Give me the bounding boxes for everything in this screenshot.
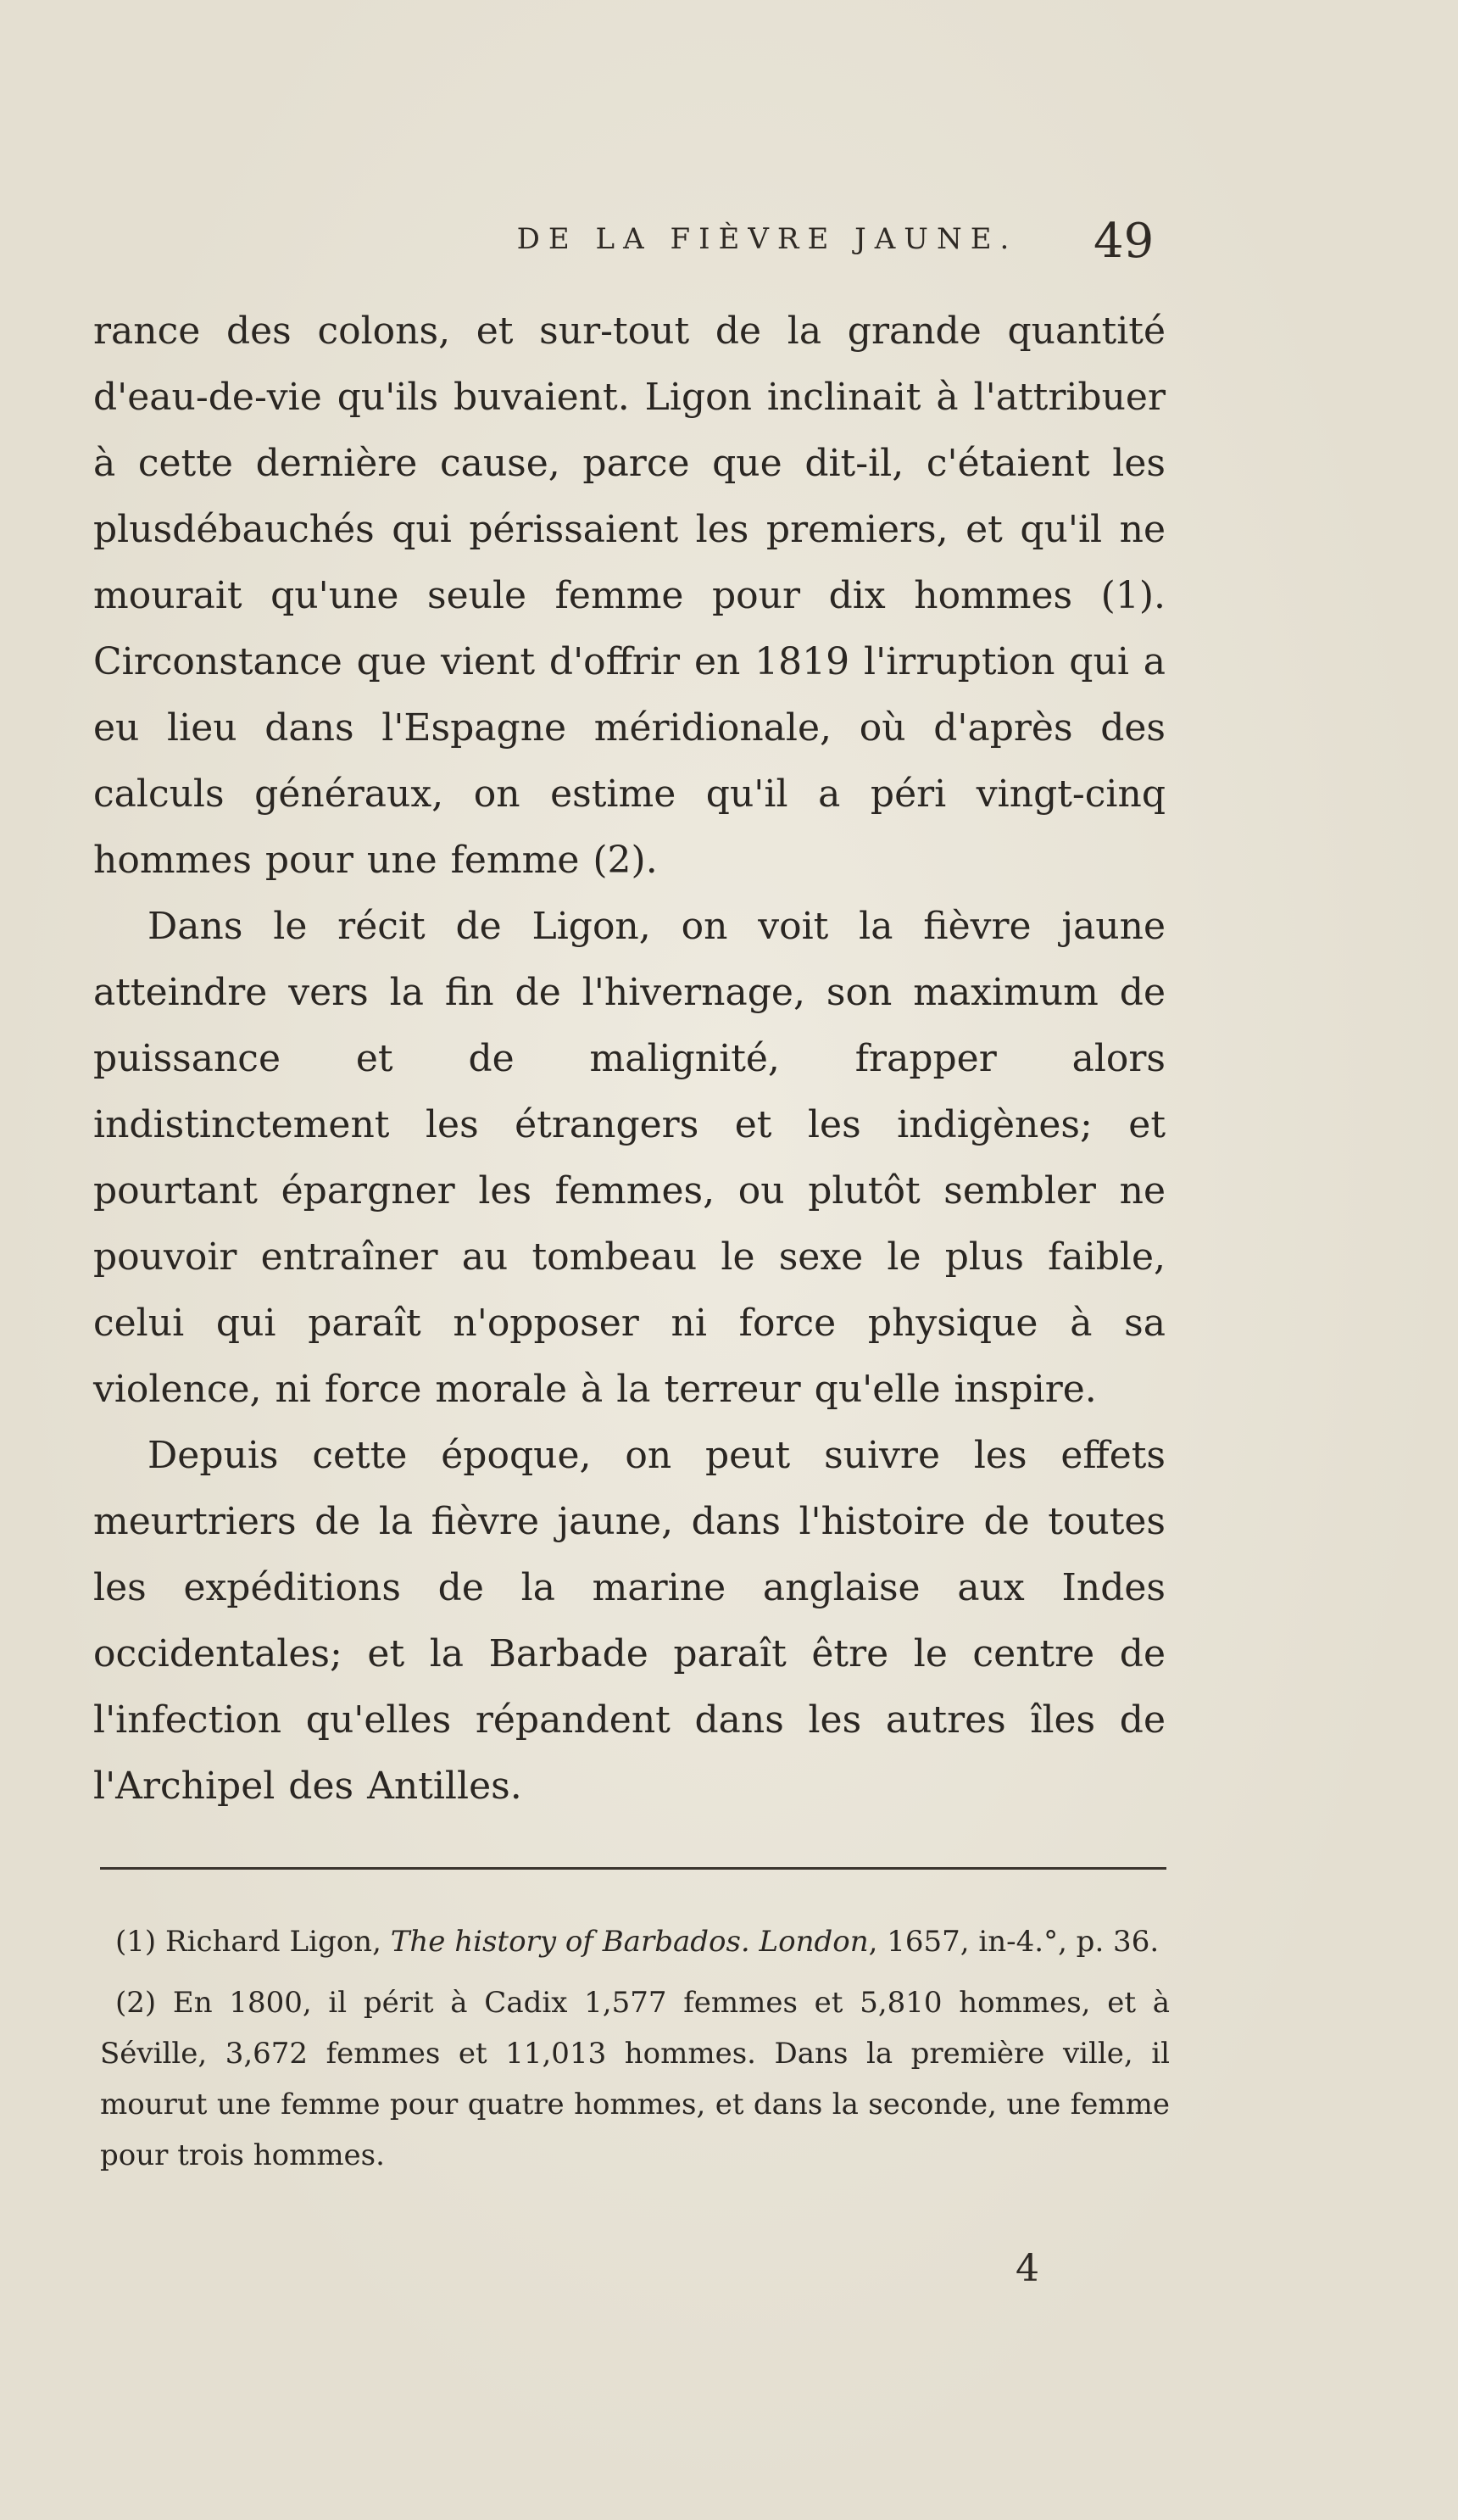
signature-mark: 4 [1016, 2247, 1039, 2290]
footnote-1-title: The history of Barbados. London [390, 1925, 869, 1959]
footnote-rule [100, 1867, 1166, 1870]
footnote-1-author: Richard Ligon, [164, 1925, 381, 1959]
running-head: DE LA FIÈVRE JAUNE. [516, 222, 1018, 256]
footnote-1 [100, 1916, 1170, 1967]
paragraph-2: Dans le récit de Ligon, on voit la fièvre jaune atteindre vers la fin de l'hivernage, son maximum de puissance et de malignité, frapper alors indistinctement les étrangers et les indigènes; et pourtant épargner les femmes, ou plutôt sembler ne pouvoir entraîner au tombeau le sexe le plus faible, celui qui paraît n'opposer ni force physique à sa violence, ni force morale à la terreur qu'elle inspire. [93, 905, 1166, 1411]
footnote-2-text: En 1800, il périt à Cadix 1,577 femmes et 5,810 hommes, et à Séville, 3,672 femmes et 11,013 hommes. Dans la première ville, il mourut une femme pour quatre hommes, et dans la seconde, une femme pour trois hommes. [100, 1986, 1170, 2172]
body-text [93, 298, 1166, 1820]
paragraph-3: Depuis cette époque, on peut suivre les effets meurtriers de la fièvre jaune, dans l'histoire de toutes les expéditions de la marine anglaise aux Indes occidentales; et la Barbade paraît être le centre de l'infection qu'elles répandent dans les autres îles de l'Archipel des Antilles. [93, 1434, 1166, 1808]
footnote-2 [100, 1977, 1170, 2181]
footnote-1-marker: (1) [115, 1925, 157, 1959]
footnotes [100, 1916, 1170, 2191]
page-number: 49 [1094, 214, 1155, 269]
paragraph-1: rance des colons, et sur-tout de la grande quantité d'eau-de-vie qu'ils buvaient. Ligon inclinait à l'attribuer à cette dernière cause, parce que dit-il, c'étaient les plusdébauchés qui périssaient les premiers, et qu'il ne mourait qu'une seule femme pour dix hommes (1). Circonstance que vient d'offrir en 1819 l'irruption qui a eu lieu dans l'Espagne méridionale, où d'après des calculs généraux, on estime qu'il a péri vingt-cinq hommes pour une femme (2). [93, 309, 1166, 882]
footnote-2-marker: (2) [115, 1986, 157, 2020]
footnote-1-details: , 1657, in-4.°, p. 36. [868, 1925, 1160, 1959]
